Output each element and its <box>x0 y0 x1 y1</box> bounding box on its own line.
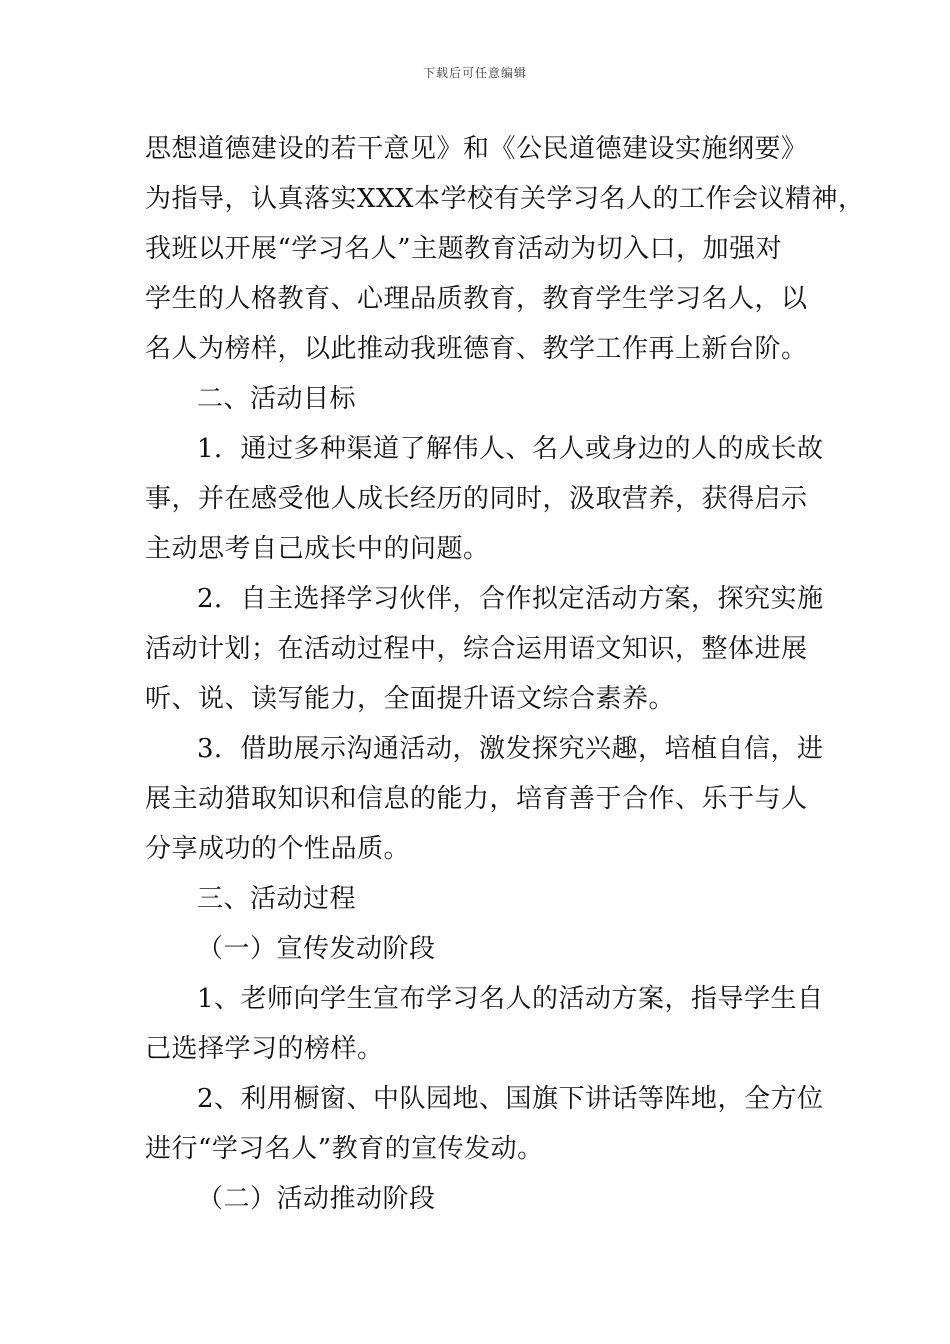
section-heading-process: 三、活动过程 <box>197 884 357 914</box>
document-body <box>145 124 865 1224</box>
paragraph-line: 进行“学习名人”教育的宣传发动。 <box>145 1134 544 1164</box>
paragraph-line: 2．自主选择学习伙伴，合作拟定活动方案，探究实施 <box>197 584 824 614</box>
paragraph-line: 听、说、读写能力，全面提升语文综合素养。 <box>145 684 676 714</box>
paragraph-line: 为指导，认真落实XXX本学校有关学习名人的工作会议精神， <box>145 184 865 214</box>
paragraph-line: 主动思考自己成长中的问题。 <box>145 534 490 564</box>
paragraph-line: 1．通过多种渠道了解伟人、名人或身边的人的成长故 <box>197 434 824 464</box>
paragraph-line: 活动计划；在活动过程中，综合运用语文知识，整体进展 <box>145 634 808 664</box>
paragraph-line: 展主动猎取知识和信息的能力，培育善于合作、乐于与人 <box>145 784 808 814</box>
paragraph-line: 名人为榜样，以此推动我班德育、教学工作再上新台阶。 <box>145 334 808 364</box>
subsection-heading-promotion: （二）活动推动阶段 <box>197 1184 436 1214</box>
page-header-note: 下载后可任意编辑 <box>422 66 527 80</box>
subsection-heading-publicity: （一）宣传发动阶段 <box>197 934 436 964</box>
paragraph-line: 学生的人格教育、心理品质教育，教育学生学习名人，以 <box>145 284 808 314</box>
paragraph-line: 2、利用橱窗、中队园地、国旗下讲话等阵地，全方位 <box>197 1084 824 1114</box>
paragraph-line: 1、老师向学生宣布学习名人的活动方案，指导学生自 <box>197 984 824 1014</box>
paragraph-line: 思想道德建设的若干意见》和《公民道德建设实施纲要》 <box>145 134 808 164</box>
paragraph-line: 分享成功的个性品质。 <box>145 834 411 864</box>
paragraph-line: 己选择学习的榜样。 <box>145 1034 384 1064</box>
section-heading-goals: 二、活动目标 <box>197 384 357 414</box>
paragraph-line: 3．借助展示沟通活动，激发探究兴趣，培植自信，进 <box>197 734 824 764</box>
paragraph-line: 我班以开展“学习名人”主题教育活动为切入口，加强对 <box>145 234 783 264</box>
paragraph-line: 事，并在感受他人成长经历的同时，汲取营养，获得启示 <box>145 484 808 514</box>
